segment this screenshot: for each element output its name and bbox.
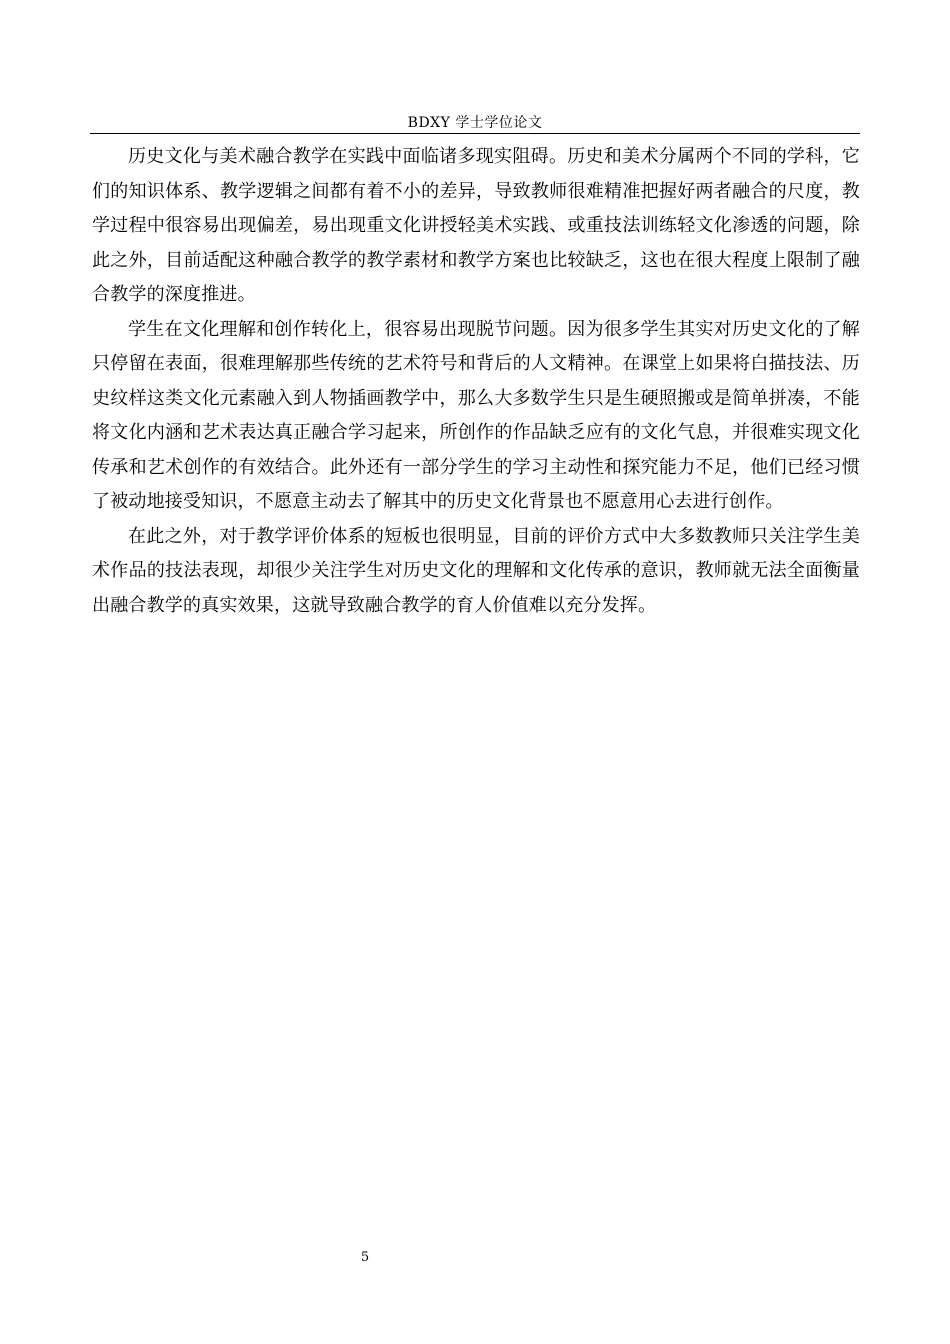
header-rule [90,133,860,134]
page-number: 5 [360,1250,370,1265]
page-header: BDXY 学士学位论文 [407,115,543,131]
paragraph-2: 学生在文化理解和创作转化上，很容易出现脱节问题。因为很多学生其实对历史文化的了解只停留在表面，很难理解那些传统的艺术符号和背后的人文精神。在课堂上如果将白描技法、历史纹样这类文化元素融入到人物插画教学中，那么大多数学生只是生硬照搬或是简单拼凑，不能将文化内涵和艺术表达真正融合学习起来，所创作的作品缺乏应有的文化气息，并很难实现文化传承和艺术创作的有效结合。此外还有一部分学生的学习主动性和探究能力不足，他们已经习惯了被动地接受知识，不愿意主动去了解其中的历史文化背景也不愿意用心去进行创作。 [92,318,860,512]
paragraph-1: 历史文化与美术融合教学在实践中面临诸多现实阻碍。历史和美术分属两个不同的学科，它们的知识体系、教学逻辑之间都有着不小的差异，导致教师很难精准把握好两者融合的尺度，教学过程中很容易出现偏差，易出现重文化讲授轻美术实践、或重技法训练轻文化渗透的问题，除此之外，目前适配这种融合教学的教学素材和教学方案也比较缺乏，这也在很大程度上限制了融合教学的深度推进。 [92,146,860,305]
body-text [92,140,860,623]
paragraph-3: 在此之外，对于教学评价体系的短板也很明显，目前的评价方式中大多数教师只关注学生美术作品的技法表现，却很少关注学生对历史文化的理解和文化传承的意识，教师就无法全面衡量出融合教学的真实效果，这就导致融合教学的育人价值难以充分发挥。 [92,525,860,616]
